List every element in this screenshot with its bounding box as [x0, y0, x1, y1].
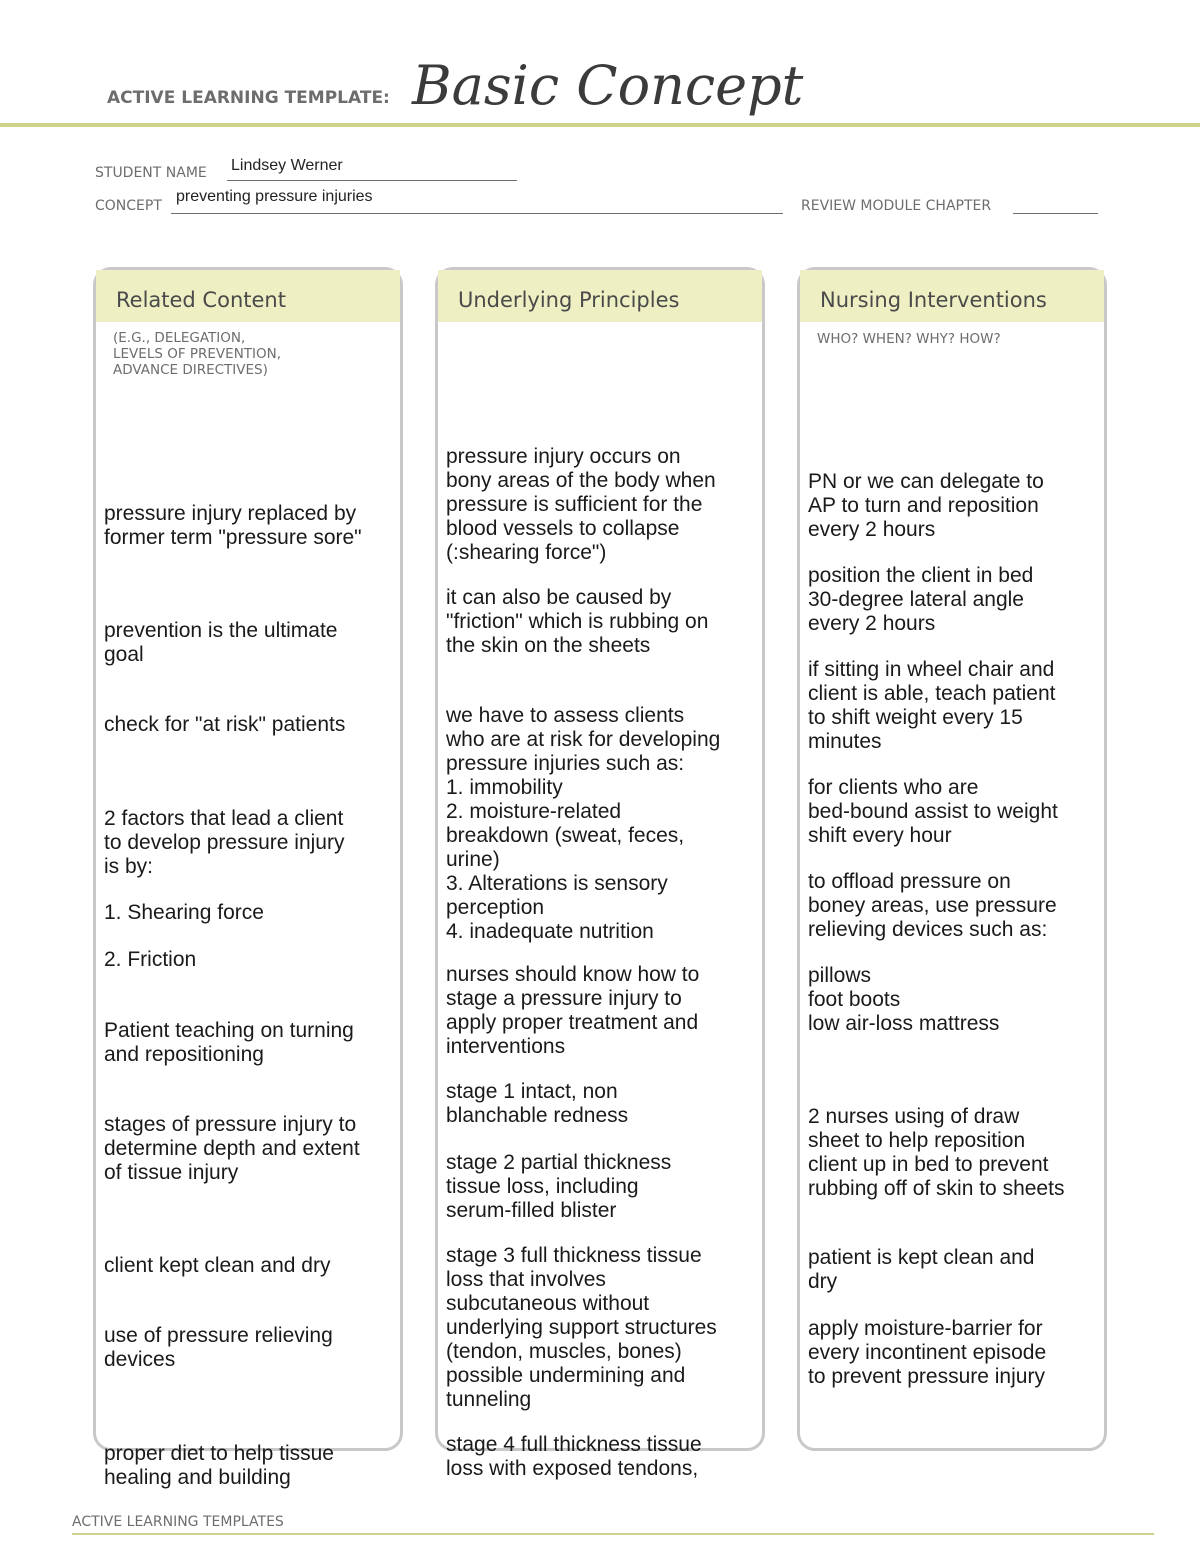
subtitle-line: (E.G., DELEGATION,	[113, 330, 246, 346]
underlying-principles-title: Underlying Principles	[458, 288, 680, 312]
interventions-entry[interactable]: for clients who are bed-bound assist to weight shift every hour	[808, 776, 1058, 847]
concept-underline	[171, 213, 783, 214]
related-content-title: Related Content	[116, 288, 286, 312]
principles-entry[interactable]: nurses should know how to stage a pressure injury to apply proper treatment and interventions	[446, 963, 700, 1058]
principles-entry[interactable]: pressure injury occurs on bony areas of the body when pressure is sufficient for the blood vessels to collapse (:shearing force")	[446, 445, 716, 564]
related-entry[interactable]: client kept clean and dry	[104, 1254, 331, 1277]
interventions-entry[interactable]: position the client in bed 30-degree lateral angle every 2 hours	[808, 564, 1034, 635]
interventions-entry[interactable]: pillows foot boots low air-loss mattress	[808, 964, 1000, 1035]
concept-label: CONCEPT	[95, 198, 162, 214]
interventions-entry[interactable]: apply moisture-barrier for every incontinent episode to prevent pressure injury	[808, 1317, 1047, 1388]
concept-field[interactable]: preventing pressure injuries	[176, 188, 373, 205]
related-entry[interactable]: proper diet to help tissue healing and building	[104, 1442, 334, 1489]
nursing-interventions-subtitle	[817, 331, 1104, 347]
review-module-label: REVIEW MODULE CHAPTER	[801, 198, 992, 214]
underlying-principles-panel	[435, 267, 765, 1480]
interventions-entry[interactable]: patient is kept clean and dry	[808, 1246, 1035, 1293]
related-entry[interactable]: Patient teaching on turning and repositioning	[104, 1019, 354, 1066]
header-divider	[0, 123, 1200, 127]
student-name-field[interactable]: Lindsey Werner	[231, 157, 343, 174]
interventions-entry[interactable]: PN or we can delegate to AP to turn and reposition every 2 hours	[808, 470, 1044, 541]
related-content-header	[96, 270, 400, 322]
related-entry[interactable]: stages of pressure injury to determine depth and extent of tissue injury	[104, 1113, 360, 1184]
underlying-principles-header	[438, 270, 762, 322]
principles-entry[interactable]: stage 4 full thickness tissue loss with exposed tendons,	[446, 1433, 702, 1480]
principles-entry[interactable]: stage 2 partial thickness tissue loss, including serum-filled blister	[446, 1151, 672, 1222]
footer-label: ACTIVE LEARNING TEMPLATES	[72, 1514, 284, 1530]
subtitle-line: LEVELS OF PREVENTION,	[113, 346, 282, 362]
related-entry[interactable]: 2 factors that lead a client to develop pressure injury is by:	[104, 807, 345, 878]
related-entry[interactable]: use of pressure relieving devices	[104, 1324, 333, 1371]
related-entry[interactable]: pressure injury replaced by former term "pressure sore"	[104, 502, 362, 549]
related-content-subtitle	[113, 330, 400, 378]
footer-divider	[72, 1533, 1154, 1535]
related-entry[interactable]: check for "at risk" patients	[104, 713, 346, 736]
page-title: Basic Concept	[412, 54, 804, 117]
interventions-entry[interactable]: if sitting in wheel chair and client is able, teach patient to shift weight every 15 minutes	[808, 658, 1056, 753]
related-content-panel	[93, 267, 403, 1489]
nursing-interventions-panel	[797, 267, 1107, 1451]
related-entry[interactable]: prevention is the ultimate goal	[104, 619, 338, 666]
principles-entry[interactable]: we have to assess clients who are at risk for developing pressure injuries such as: 1. immobility 2. moisture-related breakdown (sweat, feces, urine) 3. Alterations is sensory perception 4. inadequate nutrition	[446, 704, 721, 943]
principles-entry[interactable]: it can also be caused by "friction" which is rubbing on the skin on the sheets	[446, 586, 709, 657]
related-entry[interactable]: 2. Friction	[104, 948, 197, 971]
student-name-underline	[227, 180, 517, 181]
nursing-interventions-header	[800, 270, 1104, 322]
interventions-entry[interactable]: to offload pressure on boney areas, use pressure relieving devices such as:	[808, 870, 1057, 941]
subtitle-line: WHO? WHEN? WHY? HOW?	[817, 331, 1001, 347]
student-name-label: STUDENT NAME	[95, 165, 207, 181]
template-label: ACTIVE LEARNING TEMPLATE:	[107, 88, 390, 108]
subtitle-line: ADVANCE DIRECTIVES)	[113, 362, 268, 378]
principles-entry[interactable]: stage 3 full thickness tissue loss that involves subcutaneous without underlying support structures (tendon, muscles, bones) possible undermining and tunneling	[446, 1244, 717, 1411]
principles-entry[interactable]: stage 1 intact, non blanchable redness	[446, 1080, 629, 1127]
nursing-interventions-title: Nursing Interventions	[820, 288, 1047, 312]
interventions-entry[interactable]: 2 nurses using of draw sheet to help reposition client up in bed to prevent rubbing off of skin to sheets	[808, 1105, 1065, 1200]
review-module-underline	[1013, 213, 1098, 214]
related-entry[interactable]: 1. Shearing force	[104, 901, 264, 924]
